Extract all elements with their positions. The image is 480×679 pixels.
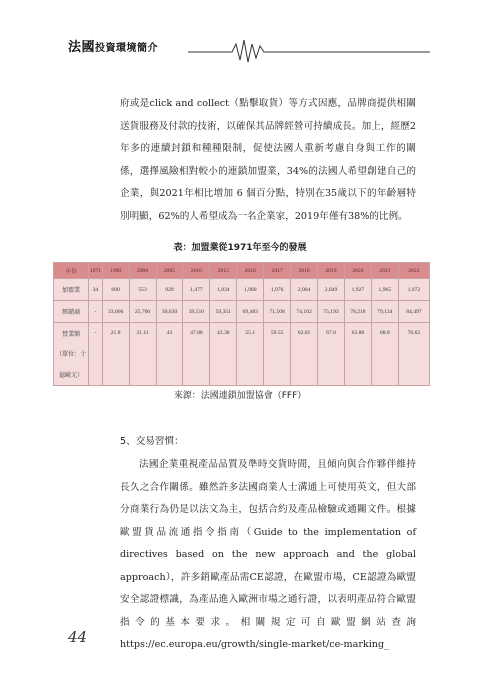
table-cell: 43.38 [210, 323, 237, 344]
table-cell: 47.88 [183, 323, 210, 344]
table-header-cell: 2016 [237, 263, 264, 279]
table-header-cell: 2010 [183, 263, 210, 279]
table-header-row [54, 263, 430, 279]
table-unit-label: （單位：十 [54, 343, 89, 364]
table-header-cell: 2015 [210, 263, 237, 279]
table-cell: 31.11 [129, 323, 156, 344]
table-cell: 78,218 [344, 301, 371, 323]
table-header-cell: 2000 [129, 263, 156, 279]
table-cell: 30,630 [156, 301, 183, 323]
table-cell: 79,134 [371, 301, 398, 323]
intro-paragraph [120, 93, 416, 228]
table-cell: 553 [129, 279, 156, 301]
table-cell: 34 [89, 279, 102, 301]
table-row-label: 經銷商 [54, 301, 89, 323]
table-cell: 59.55 [264, 323, 291, 344]
table-cell: 2,004 [291, 279, 318, 301]
table-cell: 59,351 [210, 301, 237, 323]
table-cell: 68.8 [371, 323, 398, 344]
table-cell: 75,193 [318, 301, 345, 323]
table-cell: 25,700 [129, 301, 156, 323]
table-row-label: 加盟業 [54, 279, 89, 301]
table-cell: 74,102 [291, 301, 318, 323]
table-header-cell: 2019 [318, 263, 345, 279]
header-title-sub: 投資環境簡介 [95, 43, 159, 54]
table-cell: 84,497 [398, 301, 429, 323]
table-cell: - [89, 323, 102, 344]
table-header-cell: 2017 [264, 263, 291, 279]
table-cell: 21.8 [102, 323, 129, 344]
section-paragraph-text: 法國企業重視產品品質及準時交貨時間，且傾向與合作夥伴維持長久之合作關係。雖然許多法國商業人士溝通上可使用英文，但大部分商業行為仍是以法文為主，包括合約及產品檢驗或通關文件。根據歐盟貨品流通指令指南（Guide to the implementation of directives based on the new approach and the global approach），許多銷歐產品需CE認證，在歐盟市場，CE認證為歐盟安全認證標識，為產品進入歐洲市場之通行證，以表明產品符合歐盟指令的基本要求。相關規定可自歐盟網站查詢https://ec.europa.eu/growth/single-market/ce-marking_ [120, 459, 416, 650]
table-header-cell: 2005 [156, 263, 183, 279]
section-paragraph [120, 454, 416, 657]
table-cell: 76.62 [398, 323, 429, 344]
table-row [54, 323, 430, 344]
section-heading: 5、交易習慣： [120, 436, 184, 447]
table-cell: 63.88 [344, 323, 371, 344]
table-cell: 1,900 [237, 279, 264, 301]
table-cell: 929 [156, 279, 183, 301]
table-cell: 1,927 [344, 279, 371, 301]
table-header-cell: 2021 [371, 263, 398, 279]
table-header-cell: 2022 [398, 263, 429, 279]
table-cell: 1,965 [371, 279, 398, 301]
table-header-cell: 1990 [102, 263, 129, 279]
table-row-label: 營業額 [54, 323, 89, 344]
table-cell: 55.1 [237, 323, 264, 344]
table-header-cell: 2020 [344, 263, 371, 279]
header-title [68, 36, 158, 55]
table-cell: 1,477 [183, 279, 210, 301]
table-header-cell: 1971 [89, 263, 102, 279]
header-title-main: 法國 [68, 40, 96, 55]
table-cell: 62.01 [291, 323, 318, 344]
table-unit-label: 億歐元） [54, 364, 89, 386]
table-row [54, 279, 430, 301]
table-cell: 71,508 [264, 301, 291, 323]
page-number: 44 [68, 628, 88, 646]
table-cell: 33,000 [102, 301, 129, 323]
table-cell: 600 [102, 279, 129, 301]
table-row [54, 364, 430, 386]
franchise-table [53, 262, 430, 386]
table-source: 來源：法國連鎖加盟協會（FFF） [173, 391, 307, 401]
table-cell: 1,976 [264, 279, 291, 301]
table-cell: 43 [156, 323, 183, 344]
table-cell: 39,510 [183, 301, 210, 323]
table-cell: - [89, 301, 102, 323]
intro-paragraph-text: 府或是click and collect（點擊取貨）等方式因應，品牌商提供相關送貨服務及付款的技術，以確保其品牌經營可持續成長。加上，經歷2年多的連續封鎖和種種限制，促使法國人重新考慮自身與工作的關係，選擇風險相對較小的連鎖加盟業，34%的法國人希望創建自己的企業，與2021年相比增加 6 個百分點，特別在35歲以下的年齡層特別明顯，62%的人希望成為一名企業家，2019年僅有38%的比例。 [120, 98, 416, 222]
table-title: 表：加盟業從1971年至今的發展 [173, 243, 307, 253]
table-cell: 1,972 [398, 279, 429, 301]
table-cell: 69,483 [237, 301, 264, 323]
table-row [54, 343, 430, 364]
table-row [54, 301, 430, 323]
table-cell: 1,834 [210, 279, 237, 301]
table-cell: 67.8 [318, 323, 345, 344]
table-header-cell: 年份 [54, 263, 89, 279]
table-header-cell: 2018 [291, 263, 318, 279]
table-cell: 2,049 [318, 279, 345, 301]
